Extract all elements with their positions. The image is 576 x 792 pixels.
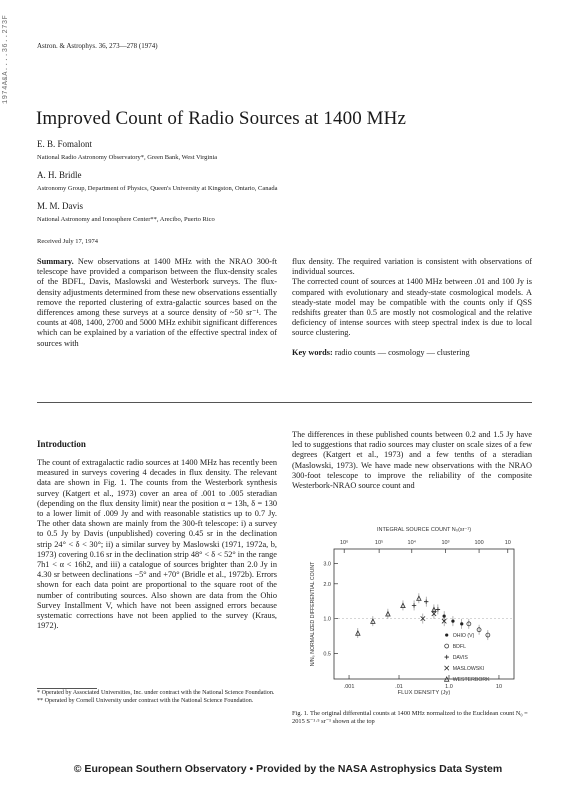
- x-axis-tick-label: .01: [395, 684, 403, 690]
- bibcode-margin: 1974A&A....36..273F: [2, 14, 10, 104]
- legend-label: DAVIS: [452, 655, 468, 662]
- intro-paragraph: The differences in these published counts between 0.2 and 1.5 Jy have led to suggestions that radio sources may cluster on scale sizes of a few degrees (Katgert et al., 1973) and a few tenths of a steradian (Maslowski, 1973). We have made new observations with the NRAO 300-foot telescope to improve the reliability of the composite Westerbork-NRAO source count and: [292, 430, 532, 491]
- author-name: A. H. Bridle: [37, 170, 82, 180]
- keywords-label: Key words:: [292, 347, 333, 357]
- author-affiliation: National Radio Astronomy Observatory*, Green Bank, West Virginia: [37, 154, 218, 161]
- legend-label: BDFL: [452, 644, 466, 651]
- plot-frame: [334, 549, 514, 679]
- figure-caption: Fig. 1. The original differential counts at 1400 MHz normalized to the Euclidean count N₀ = 2015 S⁻¹·⁵ sr⁻¹ shown at the top: [292, 710, 528, 725]
- top-axis-tick-label: 10⁶: [340, 540, 349, 546]
- legend-label: WESTERBORK: [452, 677, 490, 684]
- summary-right-column: [292, 257, 532, 358]
- summary-text: New observations at 1400 MHz with the NRAO 300-ft telescope have provided a comparison between the flux-density scales of the BDFL, Davis, Maslowski and Westerbork surveys. The flux-density adjustments determined from these new observations essentially remove the reported clustering of extra-galactic sources based on the differences among these surveys at a source density of ~50 sr⁻¹. The counts at 408, 1400, 2700 and 5000 MHz exhibit significant differences which can be explained by a variation of the effective spectral index of sources with: [37, 257, 277, 348]
- keywords: radio counts — cosmology — clustering: [334, 347, 470, 357]
- section-divider: [37, 402, 532, 403]
- figure-1-chart: [292, 523, 532, 708]
- summary-text-paragraph: The corrected count of sources at 1400 MHz between .01 and 100 Jy is compared with evolutionary and steady-state cosmological models. A steady-state model may be compatible with the counts only if QSS redshifts greater than 0.5 are mostly not cosmological and the relative deficiency of intense sources with steep spectral index is due to local source clustering.: [292, 277, 532, 338]
- author-name: E. B. Fomalont: [37, 139, 93, 149]
- legend-marker: [445, 633, 448, 636]
- footnote: ** Operated by Cornell University under contract with the National Science Foundation.: [37, 697, 254, 704]
- top-axis-tick-label: 10: [504, 540, 511, 546]
- author-name: M. M. Davis: [37, 201, 84, 211]
- legend-label: MASLOWSKI: [452, 666, 485, 673]
- received-date: Received July 17, 1974: [37, 238, 99, 245]
- paper-title: Improved Count of Radio Sources at 1400 MHz: [36, 108, 406, 129]
- chart-title: INTEGRAL SOURCE COUNT N₀(sr⁻¹): [376, 527, 472, 533]
- data-point: [451, 620, 454, 623]
- intro-left-column: [37, 458, 277, 631]
- summary-label: Summary.: [37, 257, 74, 266]
- top-axis-tick-label: 100: [474, 540, 484, 546]
- intro-paragraph: The count of extragalactic radio sources at 1400 MHz has recently been measured in surveys covering 4 decades in flux density. The relevant data are shown in Fig. 1. The counts from the Westerbork synthesis survey (Katgert et al., 1973) cover an area of .001 to .005 steradian (depending on the flux density limit) near the position α = 13h, δ = 130 to a lower limit of .009 Jy and with reasonable statistics up to 0.7 Jy. The other data shown are mainly from the 300-ft telescope: i) a survey to 0.5 Jy by Davis (unpublished) covering 0.45 sr in the declination strip 24° < δ < 30°; ii) a similar survey by Maslowski (1971, 1972a, b, 1973) covering 0.16 sr in the declination strip 48° < δ < 52° in the range 7h1 < α < 16h2, and iii) a catalogue of sources brighter than 2.0 Jy in 4.30 sr between declinations −5° and +70° (Bridle et al., 1972b). Errors shown for each data point are proportional to the square root of the number of contributing sources. Also shown are data from the Ohio Survey Installment V, which have not been assigned errors because systematic corrections have not been applied to the survey (Kraus, 1972).: [37, 458, 277, 631]
- legend-label: OHIO (V): [452, 633, 475, 640]
- legend-marker: [444, 666, 448, 670]
- author-affiliation: National Astronomy and Ionosphere Center**, Arecibo, Puerto Rico: [37, 216, 215, 223]
- data-point: [412, 603, 416, 607]
- top-axis-tick-label: 10³: [441, 540, 450, 546]
- page-footer: © European Southern Observatory • Provided by the NASA Astrophysics Data System: [73, 763, 503, 775]
- legend-marker: [444, 655, 448, 659]
- author-affiliation: Astronomy Group, Department of Physics, Queen's University at Kingston, Ontario, Canada: [37, 185, 278, 192]
- chart-svg: [292, 523, 532, 708]
- data-point: [424, 599, 428, 603]
- footnotes: [37, 690, 277, 705]
- top-axis-tick-label: 10⁴: [407, 540, 417, 546]
- y-axis-label: N/N₀ NORMALIZED DIFFERENTIAL COUNT: [310, 561, 316, 667]
- x-axis-tick-label: .001: [343, 684, 355, 690]
- top-axis-tick-label: 10⁵: [374, 540, 384, 546]
- x-axis-label: FLUX DENSITY (Jy): [397, 690, 451, 696]
- y-axis-tick-label: 0.5: [323, 651, 331, 658]
- journal-reference: Astron. & Astrophys. 36, 273—278 (1974): [37, 42, 158, 50]
- summary-text-continued: flux density. The required variation is consistent with observations of individual sources.: [292, 257, 532, 277]
- intro-right-column: [292, 430, 532, 491]
- y-axis-tick-label: 3.0: [323, 561, 331, 568]
- summary-left-column: [37, 257, 277, 349]
- x-axis-tick-label: 1.0: [445, 684, 453, 690]
- y-axis-tick-label: 2.0: [323, 581, 331, 588]
- x-axis-tick-label: 10: [495, 684, 503, 690]
- legend-marker: [445, 644, 449, 648]
- data-point: [436, 607, 440, 611]
- y-axis-tick-label: 1.0: [323, 616, 331, 623]
- data-point: [460, 622, 463, 625]
- footnote-divider: [37, 688, 97, 689]
- footnote: * Operated by Associated Universities, Inc. under contract with the National Science Foundation.: [37, 690, 275, 696]
- section-heading: Introduction: [37, 439, 86, 449]
